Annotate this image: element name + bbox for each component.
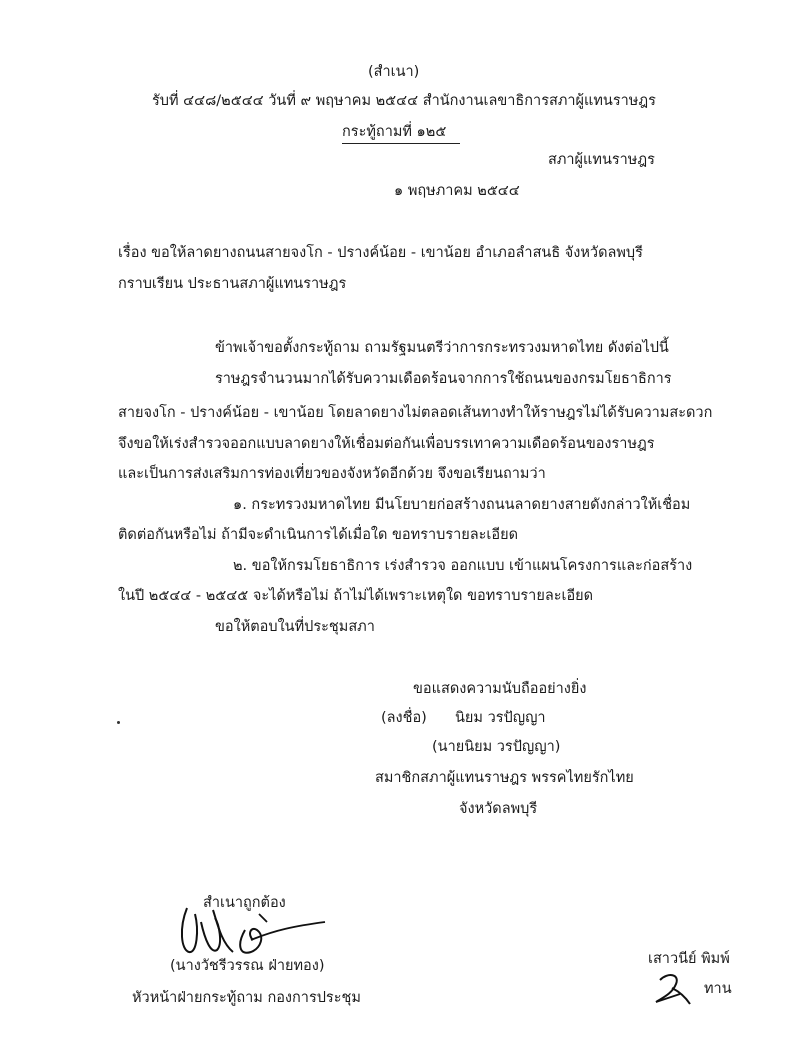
body-line: ราษฎรจำนวนมากได้รับความเดือดร้อนจากการใช้ถนนของกรมโยธาธิการ bbox=[215, 371, 672, 387]
body-line: ขอให้ตอบในที่ประชุมสภา bbox=[215, 619, 375, 635]
body-line: ๑. กระทรวงมหาดไทย มีนโยบายก่อสร้างถนนลาดยางสายดังกล่าวให้เชื่อม bbox=[233, 497, 691, 513]
body-line: ในปี ๒๕๔๔ - ๒๕๔๕ จะได้หรือไม่ ถ้าไม่ได้เพราะเหตุใด ขอทราบรายละเอียด bbox=[118, 588, 594, 604]
regards-line: ขอแสดงความนับถืออย่างยิ่ง bbox=[413, 681, 587, 697]
body-line: สายจงโก - ปรางค์น้อย - เขาน้อย โดยลาดยางไม่ตลอดเส้นทางทำให้ราษฎรไม่ได้รับความสะดวก bbox=[118, 405, 713, 421]
body-line: ๒. ขอให้กรมโยธาธิการ เร่งสำรวจ ออกแบบ เข้าแผนโครงการและก่อสร้าง bbox=[233, 558, 693, 574]
member-province: จังหวัดลพบุรี bbox=[459, 801, 538, 817]
certification-label: สำเนาถูกต้อง bbox=[203, 895, 286, 911]
checker-initials bbox=[650, 968, 700, 1008]
typist-label: เสาวนีย์ พิมพ์ bbox=[648, 951, 730, 967]
receipt-line: รับที่ ๔๔๘/๒๕๔๔ วันที่ ๙ พฤษาคม ๒๕๔๔ สำนักงานเลขาธิการสภาผู้แทนราษฎร bbox=[152, 93, 656, 109]
certifier-name: (นางวัชรีวรรณ ฝ่ายทอง) bbox=[170, 958, 325, 974]
stray-mark bbox=[117, 721, 120, 724]
member-position: สมาชิกสภาผู้แทนราษฎร พรรคไทยรักไทย bbox=[375, 770, 634, 786]
signed-name: นิยม วรปัญญา bbox=[455, 710, 546, 726]
body-line: จึงขอให้เร่งสำรวจออกแบบลาดยางให้เชื่อมต่อกันเพื่อบรรเทาความเดือดร้อนของราษฎร bbox=[118, 436, 655, 452]
signed-prefix: (ลงชื่อ) bbox=[381, 710, 427, 726]
subject-line: เรื่อง ขอให้ลาดยางถนนสายจงโก - ปรางค์น้อย - เขาน้อย อำเภอลำสนธิ จังหวัดลพบุรี bbox=[118, 245, 643, 261]
body-line: ติดต่อกันหรือไม่ ถ้ามีจะดำเนินการได้เมื่อใด ขอทราบรายละเอียด bbox=[118, 527, 519, 543]
question-number: กระทู้ถามที่ ๑๒๕ bbox=[342, 123, 460, 144]
body-line: และเป็นการส่งเสริมการท่องเที่ยวของจังหวัดอีกด้วย จึงขอเรียนถามว่า bbox=[118, 466, 546, 482]
copy-mark: (สำเนา) bbox=[368, 64, 420, 80]
certifier-title: หัวหน้าฝ่ายกระทู้ถาม กองการประชุม bbox=[132, 990, 361, 1006]
printed-name: (นายนิยม วรปัญญา) bbox=[432, 739, 561, 755]
letter-date: ๑ พฤษภาคม ๒๕๔๔ bbox=[394, 183, 520, 199]
checker-label: ทาน bbox=[704, 981, 732, 997]
addressee-line: กราบเรียน ประธานสภาผู้แทนราษฎร bbox=[118, 276, 347, 292]
certifier-signature bbox=[175, 900, 335, 960]
place-line: สภาผู้แทนราษฎร bbox=[548, 152, 655, 168]
body-line: ข้าพเจ้าขอตั้งกระทู้ถาม ถามรัฐมนตรีว่าการกระทรวงมหาดไทย ดังต่อไปนี้ bbox=[215, 340, 669, 356]
